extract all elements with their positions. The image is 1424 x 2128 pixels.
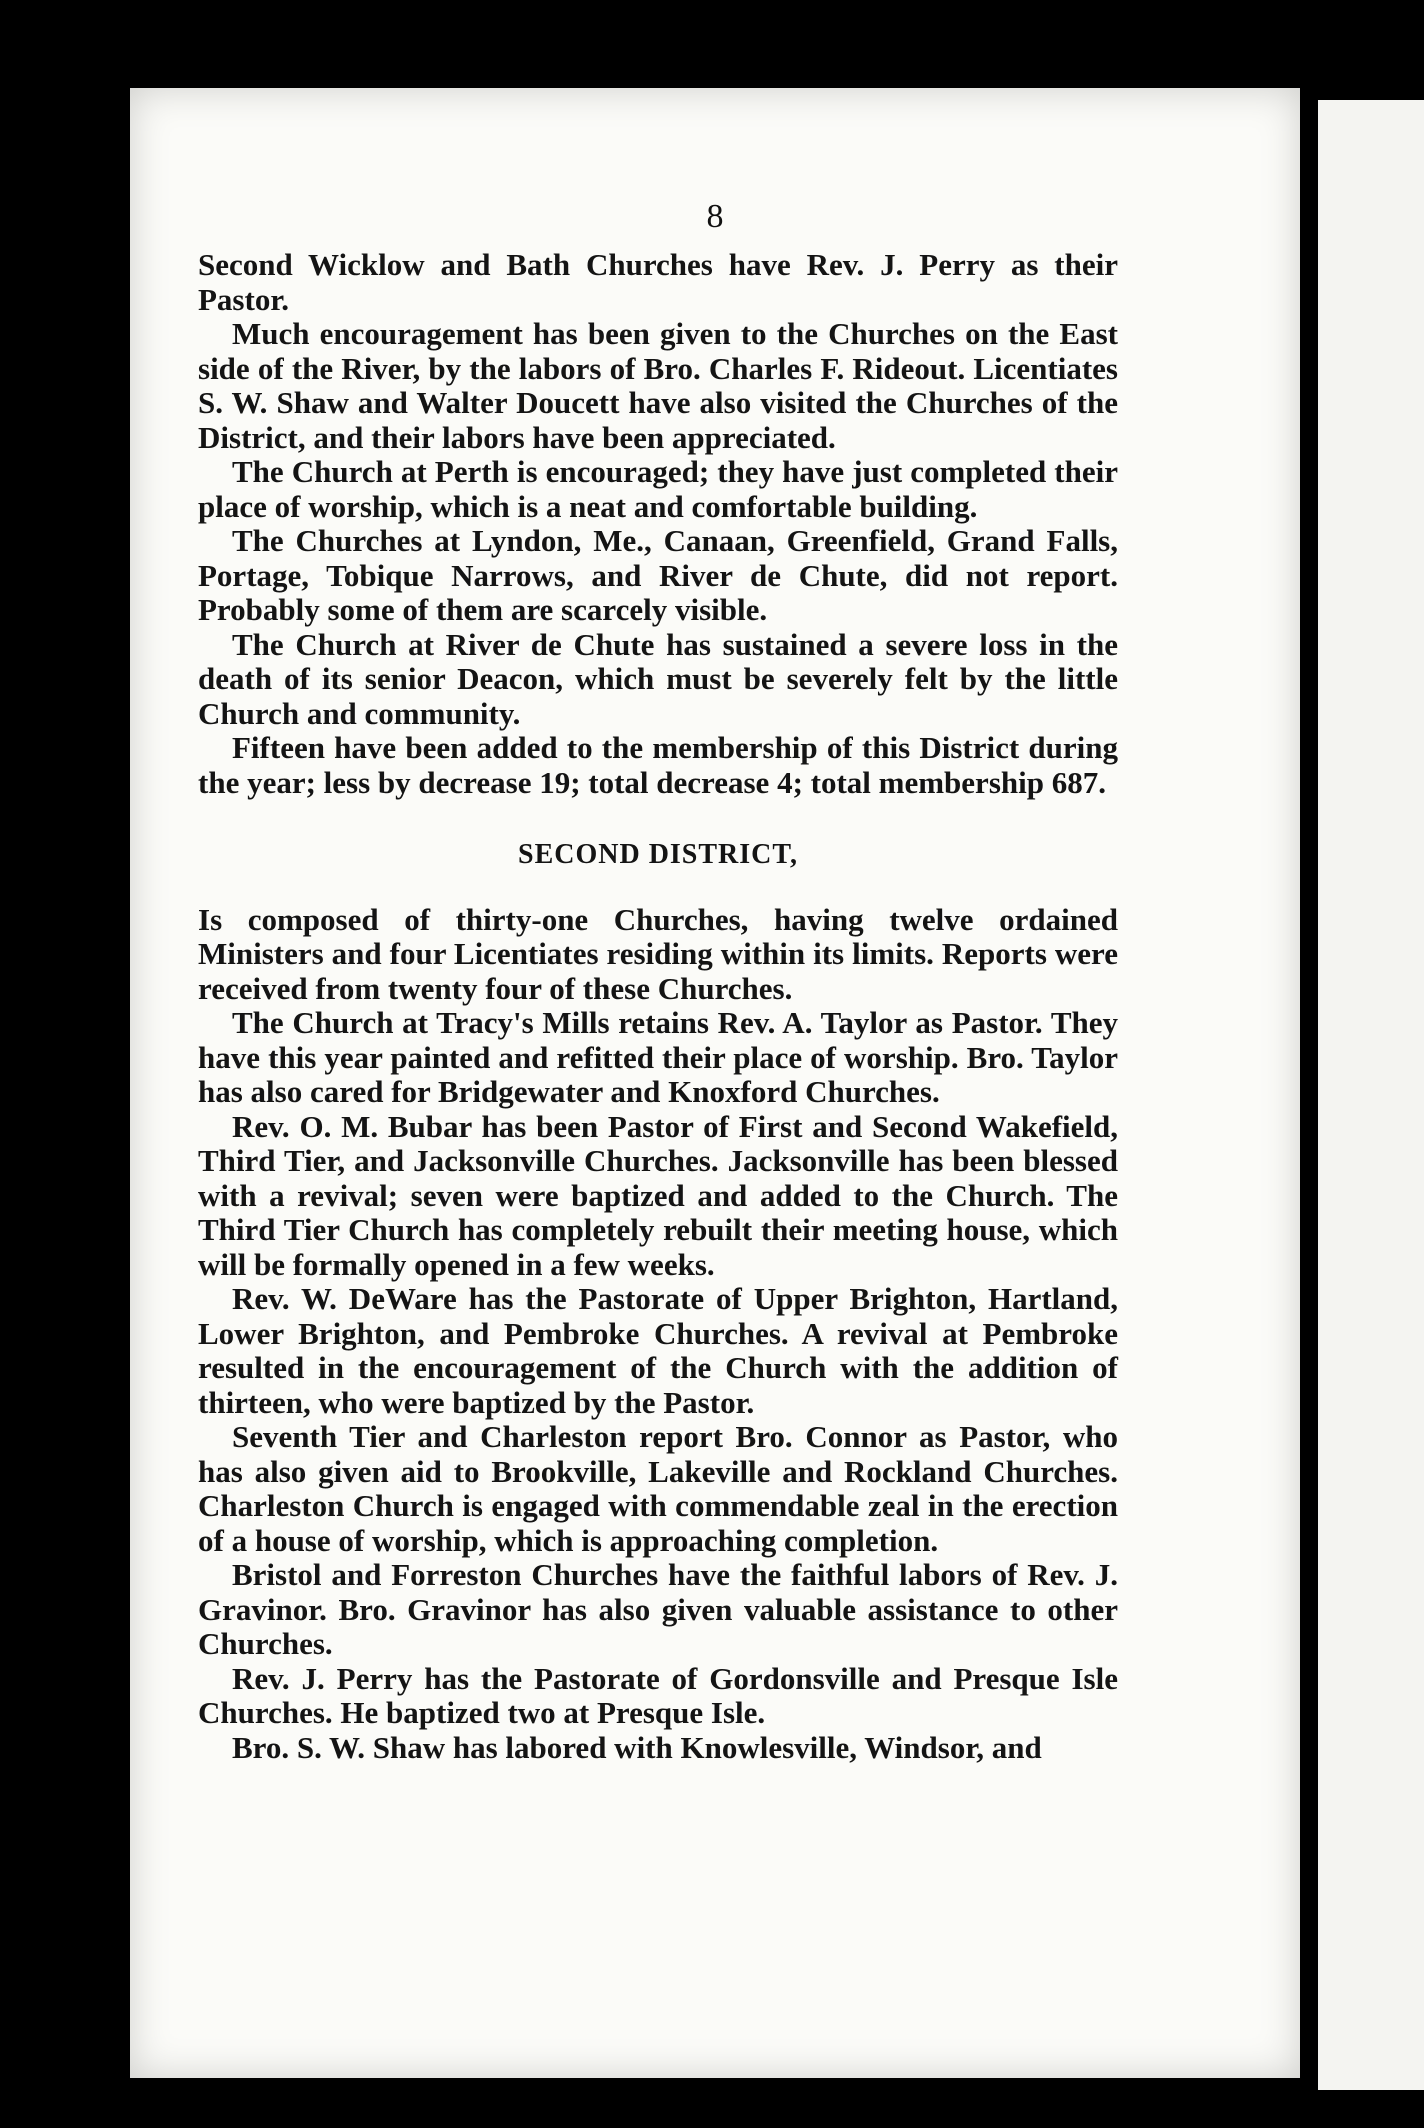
paragraph: The Church at Perth is encouraged; they have just completed their place of worship, which is a neat and comfortable building. <box>198 454 1118 524</box>
paragraph: The Church at Tracy's Mills retains Rev. A. Taylor as Pastor. They have this year painted and refitted their place of worship. Bro. Taylor has also cared for Bridgewater and Knoxford Churches. <box>198 1005 1118 1109</box>
paragraph: Bro. S. W. Shaw has labored with Knowlesville, Windsor, and <box>232 1729 1042 1765</box>
paragraph: Rev. W. DeWare has the Pastorate of Upper Brighton, Hartland, Lower Brighton, and Pembroke Churches. A revival at Pembroke resulted in the encouragement of the Church with the addition of thirteen, who were baptized by the Pastor. <box>198 1281 1118 1420</box>
paragraph: Bristol and Forreston Churches have the faithful labors of Rev. J. Gravinor. Bro. Gravinor has also given valuable assistance to other Churches. <box>198 1557 1118 1661</box>
section-heading: SECOND DISTRICT, <box>518 839 798 870</box>
paragraph: Much encouragement has been given to the Churches on the East side of the River, by the labors of Bro. Charles F. Rideout. Licentiates S. W. Shaw and Walter Doucett have also visited the Churches of the District, and their labors have been appreciated. <box>198 316 1118 455</box>
paragraph: Fifteen have been added to the membership of this District during the year; less by decrease 19; total decrease 4; total membership 687. <box>198 730 1118 800</box>
adjacent-page-edge <box>1318 100 1424 2090</box>
paragraph: Seventh Tier and Charleston report Bro. Connor as Pastor, who has also given aid to Brookville, Lakeville and Rockland Churches. Charleston Church is engaged with commendable zeal in the erection of a house of worship, which is approaching completion. <box>198 1419 1118 1558</box>
paragraph: Second Wicklow and Bath Churches have Rev. J. Perry as their Pastor. <box>198 247 1118 317</box>
page-body <box>198 248 1118 1765</box>
page-gutter <box>1300 88 1318 2078</box>
paragraph: The Church at River de Chute has sustained a severe loss in the death of its senior Deacon, which must be severely felt by the little Church and community. <box>198 626 1118 731</box>
page-number: 8 <box>706 198 724 235</box>
paragraph: Rev. O. M. Bubar has been Pastor of First and Second Wakefield, Third Tier, and Jacksonville Churches. Jacksonville has been blessed with a revival; seven were baptized and added to the Church. The Third Tier Church has completely rebuilt their meeting house, which will be formally opened in a few weeks. <box>198 1108 1118 1282</box>
paragraph: The Churches at Lyndon, Me., Canaan, Greenfield, Grand Falls, Portage, Tobique Narrows, and River de Chute, did not report. Probably some of them are scarcely visible. <box>198 523 1118 627</box>
paragraph: Rev. J. Perry has the Pastorate of Gordonsville and Presque Isle Churches. He baptized two at Presque Isle. <box>198 1660 1118 1730</box>
paragraph: Is composed of thirty-one Churches, having twelve ordained Ministers and four Licentiates residing within its limits. Reports were received from twenty four of these Churches. <box>198 901 1118 1006</box>
document-page <box>130 88 1300 2078</box>
